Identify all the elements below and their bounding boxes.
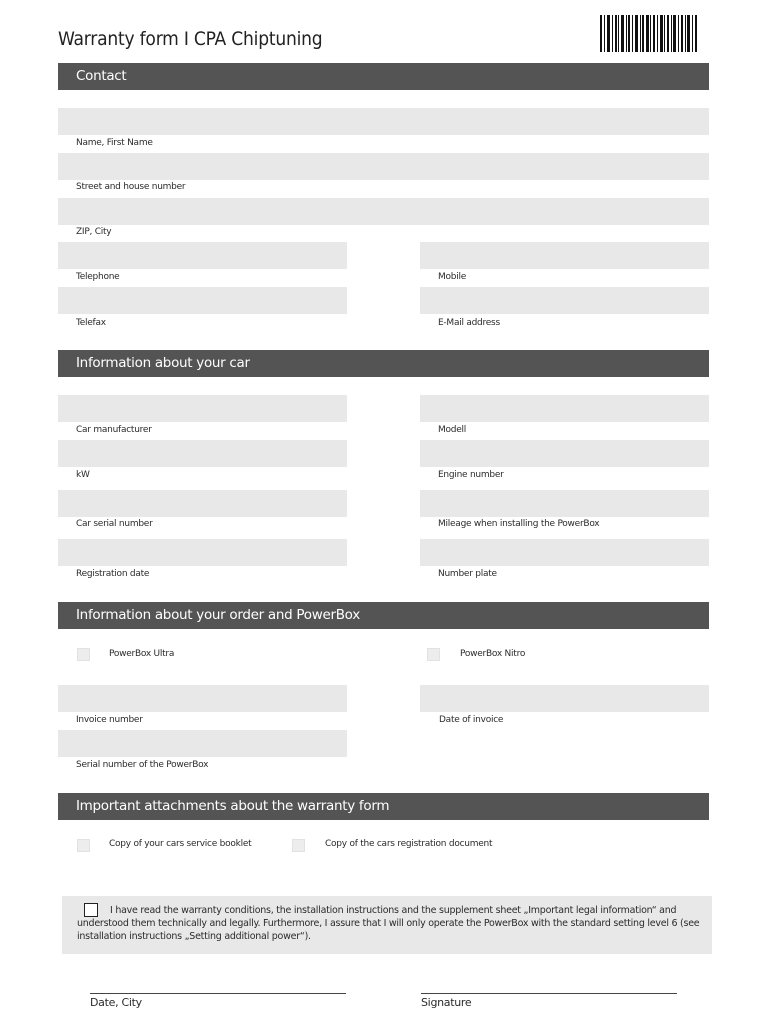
kw-label: kW — [76, 470, 90, 480]
registration-document-checkbox[interactable] — [292, 839, 305, 852]
powerbox-nitro-checkbox[interactable] — [427, 648, 440, 661]
kw-field[interactable] — [58, 440, 347, 467]
mileage-label: Mileage when installing the PowerBox — [438, 519, 600, 529]
mobile-label: Mobile — [438, 272, 467, 282]
service-booklet-checkbox[interactable] — [77, 839, 90, 852]
date-city-line[interactable] — [90, 993, 346, 994]
page-title: Warranty form I CPA Chiptuning — [58, 28, 323, 50]
section-header-order: Information about your order and PowerBox — [58, 602, 709, 629]
powerbox-ultra-checkbox[interactable] — [77, 648, 90, 661]
number-plate-field[interactable] — [420, 539, 709, 566]
zip-city-label: ZIP, City — [76, 227, 112, 237]
telefax-field[interactable] — [58, 287, 347, 314]
invoice-number-label: Invoice number — [76, 715, 143, 725]
barcode-icon — [600, 15, 698, 52]
invoice-date-field[interactable] — [420, 685, 709, 712]
mobile-field[interactable] — [420, 242, 709, 269]
telephone-field[interactable] — [58, 242, 347, 269]
powerbox-ultra-label: PowerBox Ultra — [109, 649, 175, 659]
email-field[interactable] — [420, 287, 709, 314]
engine-number-field[interactable] — [420, 440, 709, 467]
date-city-label: Date, City — [90, 996, 142, 1009]
registration-document-label: Copy of the cars registration document — [325, 839, 493, 849]
invoice-date-label: Date of invoice — [439, 715, 504, 725]
number-plate-label: Number plate — [438, 569, 497, 579]
registration-date-field[interactable] — [58, 539, 347, 566]
email-label: E-Mail address — [438, 318, 500, 328]
powerbox-serial-field[interactable] — [58, 730, 347, 757]
telefax-label: Telefax — [76, 318, 106, 328]
section-header-car: Information about your car — [58, 350, 709, 377]
telephone-label: Telephone — [76, 272, 120, 282]
car-serial-field[interactable] — [58, 490, 347, 517]
model-label: Modell — [438, 425, 467, 435]
mileage-field[interactable] — [420, 490, 709, 517]
engine-number-label: Engine number — [438, 470, 504, 480]
name-field[interactable] — [58, 108, 709, 135]
signature-line[interactable] — [421, 993, 677, 994]
section-header-attachments: Important attachments about the warranty form — [58, 793, 709, 820]
section-header-contact: Contact — [58, 63, 709, 90]
invoice-number-field[interactable] — [58, 685, 347, 712]
zip-city-field[interactable] — [58, 198, 709, 225]
name-label: Name, First Name — [76, 138, 153, 148]
model-field[interactable] — [420, 395, 709, 422]
signature-label: Signature — [421, 996, 472, 1009]
consent-text: I have read the warranty conditions, the installation instructions and the supplement sheet „Important legal information“ and understood them technically and legally. Furthermore, I assure that I will only operate the PowerBox with the standard setting level 6 (see installation instructions „Setting additional power“). — [77, 905, 700, 942]
powerbox-nitro-label: PowerBox Nitro — [460, 649, 526, 659]
car-serial-label: Car serial number — [76, 519, 153, 529]
street-field[interactable] — [58, 153, 709, 180]
registration-date-label: Registration date — [76, 569, 150, 579]
service-booklet-label: Copy of your cars service booklet — [109, 839, 252, 849]
street-label: Street and house number — [76, 182, 186, 192]
car-manufacturer-label: Car manufacturer — [76, 425, 152, 435]
powerbox-serial-label: Serial number of the PowerBox — [76, 760, 209, 770]
car-manufacturer-field[interactable] — [58, 395, 347, 422]
